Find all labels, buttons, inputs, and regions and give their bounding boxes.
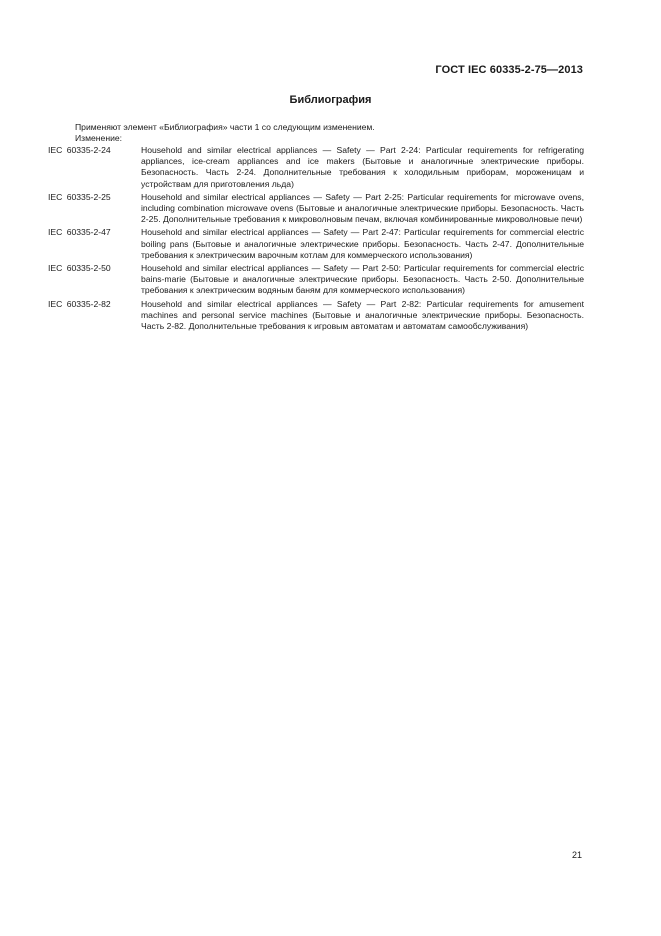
reference-code: IEC 60335-2-47 (48, 227, 111, 238)
reference-code: IEC 60335-2-25 (48, 191, 111, 202)
bibliography-entry (48, 263, 584, 297)
section-title: Библиография (289, 94, 372, 106)
reference-text: Household and similar electrical appliances — Safety — Part 2-82: Particular requirements for amusement machines and personal service machines (Бытовые и аналогичные электрические приборы. Безопасность. Часть 2-82. Дополнительные требования к игровым автоматам и автоматам самообслуживания) (141, 298, 584, 332)
reference-code: IEC 60335-2-82 (48, 298, 111, 309)
page-number: 21 (571, 850, 582, 860)
reference-text: Household and similar electrical appliances — Safety — Part 2-50: Particular requirements for commercial electric bains-marie (Бытовые и аналогичные электрические приборы. Безопасность. Часть 2-50. Дополнительные требования к электрическим водяным баням для коммерческого использования) (141, 263, 584, 296)
reference-text: Household and similar electrical appliances — Safety — Part 2-24: Particular requirements for refrigerating appliances, ice-cream appliances and ice makers (Бытовые и аналогичные электрические приборы. Безопасность. Часть 2-24. Дополнительные требования к холодильным приборам, мороженицам и устройствам для приготовления льда) (141, 145, 584, 189)
bibliography-entry (48, 299, 584, 333)
bibliography-entry (48, 227, 584, 261)
standard-id-header: ГОСТ IEC 60335-2-75—2013 (435, 64, 583, 76)
reference-text: Household and similar electrical appliances — Safety — Part 2-25: Particular requirements for microwave ovens, including combination microwave ovens (Бытовые и аналогичные электрические приборы. Безопасность. Часть 2-25. Дополнительные требования к микроволновым печам, включая комбинированные микроволновые печи) (141, 191, 584, 225)
intro-line: Изменение: (75, 133, 123, 144)
intro-block (75, 122, 375, 144)
reference-code: IEC 60335-2-24 (48, 145, 111, 155)
bibliography-entry (48, 192, 584, 226)
reference-text: Household and similar electrical appliances — Safety — Part 2-47: Particular requirements for commercial electric boiling pans (Бытовые и аналогичные электрические приборы. Безопасность. Часть 2-47. Дополнительные требования к электрическим варочным котлам для коммерческого использования) (141, 227, 584, 260)
intro-line: Применяют элемент «Библиография» части 1 со следующим изменением. (75, 122, 375, 132)
reference-code: IEC 60335-2-50 (48, 263, 111, 274)
bibliography-list (48, 145, 584, 334)
bibliography-entry (48, 145, 584, 190)
